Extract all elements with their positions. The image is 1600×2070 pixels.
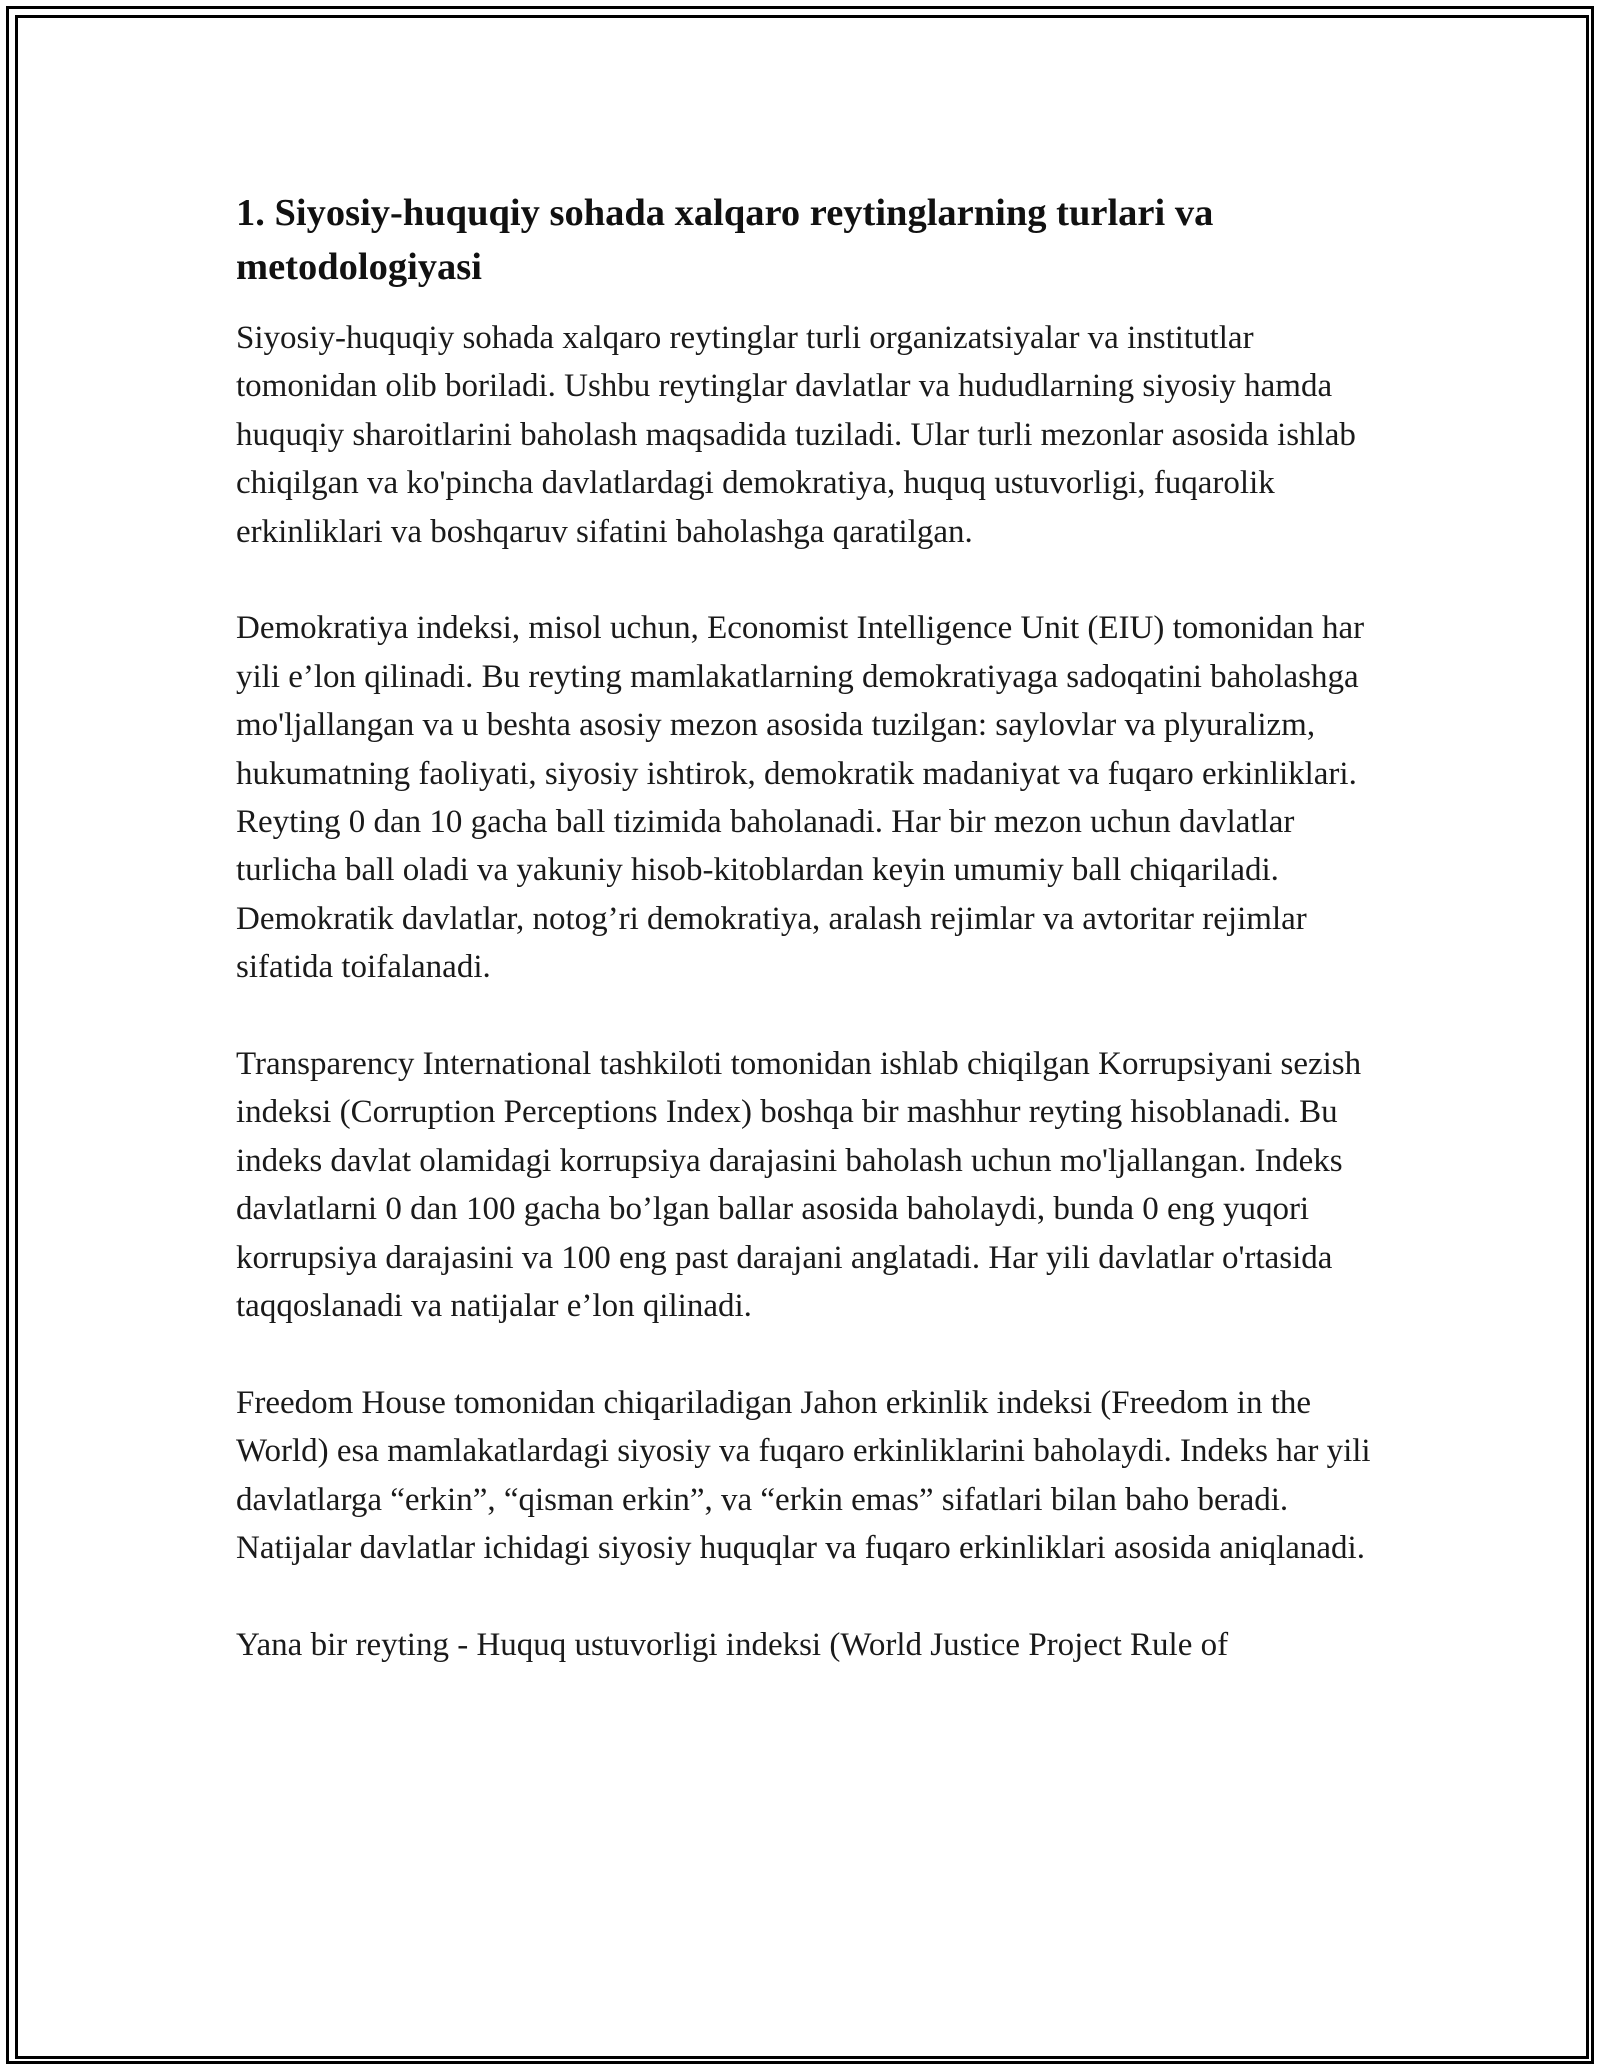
paragraph-corruption-index: Transparency International tashkiloti tomonidan ishlab chiqilgan Korrupsiyani sezish indeksi (Corruption Perceptions Index) boshqa bir mashhur reyting hisoblanadi. Bu indeks davlat olamidagi korrupsiya darajasini baholash uchun mo'ljallangan. Indeks davlatlarni 0 dan 100 gacha bo’lgan ballar asosida baholaydi, bunda 0 eng yuqori korrupsiya darajasini va 100 eng past darajani anglatadi. Har yili davlatlar o'rtasida taqqoslanadi va natijalar e’lon qilinadi. xyxy=(236,1046,1362,1325)
paragraph-democracy-index: Demokratiya indeksi, misol uchun, Economist Intelligence Unit (EIU) tomonidan har yili e’lon qilinadi. Bu reyting mamlakatlarning demokratiyaga sadoqatini baholashga mo'ljallangan va u beshta asosiy mezon asosida tuzilgan: saylovlar va plyuralizm, hukumatning faoliyati, siyosiy ishtirok, demokratik madaniyat va fuqaro erkinliklari. Reyting 0 dan 10 gacha ball tizimida baholanadi. Har bir mezon uchun davlatlar turlicha ball oladi va yakuniy hisob-kitoblardan keyin umumiy ball chiqariladi. Demokratik davlatlar, notog’ri demokratiya, aralash rejimlar va avtoritar rejimlar sifatida toifalanadi. xyxy=(236,610,1365,986)
section-heading: 1. Siyosiy-huquqiy sohada xalqaro reytinglarning turlari va metodologiyasi xyxy=(236,192,1214,288)
document-body xyxy=(236,186,1386,1669)
paragraph-freedom-house: Freedom House tomonidan chiqariladigan Jahon erkinlik indeksi (Freedom in the World) esa mamlakatlardagi siyosiy va fuqaro erkinliklarini baholaydi. Indeks har yili davlatlarga “erkin”, “qisman erkin”, va “erkin emas” sifatlari bilan baho beradi. Natijalar davlatlar ichidagi siyosiy huquqlar va fuqaro erkinliklari asosida aniqlanadi. xyxy=(236,1384,1371,1567)
paragraph-rule-of-law: Yana bir reyting - Huquq ustuvorligi indeksi (World Justice Project Rule of xyxy=(236,1626,1229,1663)
paragraph-intro: Siyosiy-huquqiy sohada xalqaro reytinglar turli organizatsiyalar va institutlar tomonidan olib boriladi. Ushbu reytinglar davlatlar va hududlarning siyosiy hamda huquqiy sharoitlarini baholash maqsadida tuziladi. Ular turli mezonlar asosida ishlab chiqilgan va ko'pincha davlatlardagi demokratiya, huquq ustuvorligi, fuqarolik erkinliklari va boshqaruv sifatini baholashga qaratilgan. xyxy=(236,320,1356,550)
